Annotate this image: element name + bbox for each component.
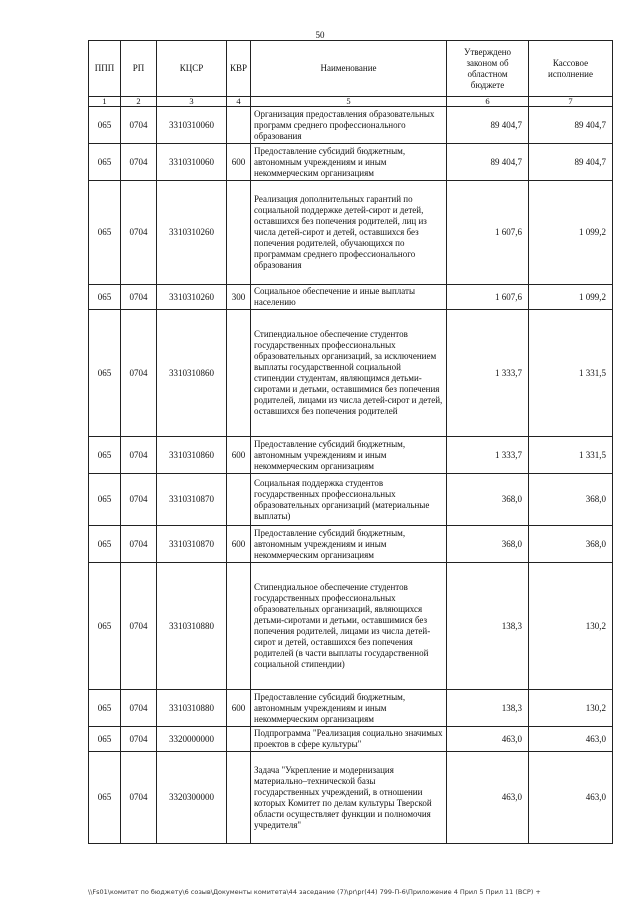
cell-kvr: 600 — [227, 437, 251, 474]
cell-approved: 1 333,7 — [447, 437, 529, 474]
cell-name: Организация предоставления образовательных программ среднего профессионального образования — [251, 107, 447, 144]
cell-cash: 463,0 — [529, 752, 613, 844]
cell-kcsr: 3310310870 — [157, 474, 227, 526]
cell-rp: 0704 — [121, 752, 157, 844]
cell-kvr: 300 — [227, 285, 251, 310]
cell-ppp: 065 — [89, 526, 121, 563]
cell-cash: 1 331,5 — [529, 310, 613, 437]
column-index: 4 — [227, 97, 251, 107]
cell-approved: 1 607,6 — [447, 285, 529, 310]
cell-cash: 89 404,7 — [529, 107, 613, 144]
cell-kcsr: 3310310060 — [157, 107, 227, 144]
column-index: 7 — [529, 97, 613, 107]
cell-name: Подпрограмма "Реализация социально значимых проектов в сфере культуры" — [251, 727, 447, 752]
cell-name: Предоставление субсидий бюджетным, автономным учреждениям и иным некоммерческим организациям — [251, 526, 447, 563]
cell-approved: 138,3 — [447, 563, 529, 690]
cell-ppp: 065 — [89, 181, 121, 285]
table-row — [89, 752, 613, 844]
cell-name: Реализация дополнительных гарантий по социальной поддержке детей-сирот и детей, оставшихся без попечения родителей, лиц из числа детей-сирот и детей, оставшихся без попечения родителей, обучающихся по программам среднего профессионального образования — [251, 181, 447, 285]
cell-kvr — [227, 310, 251, 437]
cell-ppp: 065 — [89, 285, 121, 310]
table-row — [89, 285, 613, 310]
cell-cash: 89 404,7 — [529, 144, 613, 181]
column-index: 2 — [121, 97, 157, 107]
cell-approved: 368,0 — [447, 526, 529, 563]
cell-kvr — [227, 107, 251, 144]
cell-approved: 463,0 — [447, 727, 529, 752]
cell-rp: 0704 — [121, 526, 157, 563]
cell-cash: 368,0 — [529, 474, 613, 526]
cell-kcsr: 3310310880 — [157, 563, 227, 690]
cell-cash: 1 099,2 — [529, 285, 613, 310]
cell-ppp: 065 — [89, 563, 121, 690]
cell-ppp: 065 — [89, 752, 121, 844]
cell-cash: 1 099,2 — [529, 181, 613, 285]
cell-name: Задача "Укрепление и модернизация материально–технической базы государственных учреждений, в отношении которых Комитет по делам культуры Тверской области осуществляет функции и полномочия учредителя" — [251, 752, 447, 844]
cell-ppp: 065 — [89, 437, 121, 474]
cell-kvr — [227, 727, 251, 752]
header-kvr: КВР — [227, 41, 251, 97]
cell-rp: 0704 — [121, 474, 157, 526]
cell-approved: 138,3 — [447, 690, 529, 727]
cell-rp: 0704 — [121, 437, 157, 474]
cell-rp: 0704 — [121, 144, 157, 181]
column-index-row — [89, 97, 613, 107]
cell-name: Стипендиальное обеспечение студентов государственных профессиональных образовательных организаций, за исключением выплаты государственной социальной стипендии студентам, являющимся детьми-сиротами и детьми, оставшимися без попечения родителей, лицами из числа детей-сирот и детей, оставшихся без попечения родителей — [251, 310, 447, 437]
cell-rp: 0704 — [121, 563, 157, 690]
cell-kvr — [227, 563, 251, 690]
column-index: 3 — [157, 97, 227, 107]
cell-kvr — [227, 752, 251, 844]
header-row — [89, 41, 613, 97]
cell-ppp: 065 — [89, 144, 121, 181]
header-approved: Утверждено законом об областном бюджете — [447, 41, 529, 97]
cell-ppp: 065 — [89, 690, 121, 727]
table-row — [89, 310, 613, 437]
cell-cash: 130,2 — [529, 690, 613, 727]
table-row — [89, 563, 613, 690]
cell-rp: 0704 — [121, 727, 157, 752]
cell-approved: 1 333,7 — [447, 310, 529, 437]
cell-kcsr: 3310310060 — [157, 144, 227, 181]
cell-ppp: 065 — [89, 107, 121, 144]
cell-rp: 0704 — [121, 107, 157, 144]
table-row — [89, 144, 613, 181]
cell-approved: 89 404,7 — [447, 144, 529, 181]
cell-ppp: 065 — [89, 310, 121, 437]
cell-name: Предоставление субсидий бюджетным, автономным учреждениям и иным некоммерческим организациям — [251, 144, 447, 181]
cell-approved: 89 404,7 — [447, 107, 529, 144]
header-kcsr: КЦСР — [157, 41, 227, 97]
cell-rp: 0704 — [121, 310, 157, 437]
cell-approved: 368,0 — [447, 474, 529, 526]
header-cash: Кассовое исполнение — [529, 41, 613, 97]
cell-name: Предоставление субсидий бюджетным, автономным учреждениям и иным некоммерческим организациям — [251, 690, 447, 727]
cell-cash: 1 331,5 — [529, 437, 613, 474]
cell-kcsr: 3310310880 — [157, 690, 227, 727]
table-row — [89, 437, 613, 474]
cell-kcsr: 3310310860 — [157, 437, 227, 474]
column-index: 5 — [251, 97, 447, 107]
cell-name: Стипендиальное обеспечение студентов государственных профессиональных образовательных организаций, являющихся детьми-сиротами и детьми, оставшимися без попечения родителей, лицами из числа детей-сирот и детей, оставшихся без попечения родителей (в части выплаты государственной социальной стипендии) — [251, 563, 447, 690]
cell-kcsr: 3310310860 — [157, 310, 227, 437]
table-row — [89, 727, 613, 752]
cell-ppp: 065 — [89, 474, 121, 526]
cell-kvr — [227, 181, 251, 285]
cell-cash: 130,2 — [529, 563, 613, 690]
header-rp: РП — [121, 41, 157, 97]
header-ppp: ППП — [89, 41, 121, 97]
cell-ppp: 065 — [89, 727, 121, 752]
cell-approved: 463,0 — [447, 752, 529, 844]
table-row — [89, 526, 613, 563]
column-index: 6 — [447, 97, 529, 107]
cell-name: Социальная поддержка студентов государственных профессиональных образовательных организаций (материальные выплаты) — [251, 474, 447, 526]
cell-rp: 0704 — [121, 285, 157, 310]
table-row — [89, 107, 613, 144]
cell-kcsr: 3310310870 — [157, 526, 227, 563]
table-row — [89, 474, 613, 526]
cell-approved: 1 607,6 — [447, 181, 529, 285]
cell-kvr: 600 — [227, 526, 251, 563]
cell-name: Социальное обеспечение и иные выплаты населению — [251, 285, 447, 310]
cell-kvr: 600 — [227, 690, 251, 727]
cell-kcsr: 3320300000 — [157, 752, 227, 844]
table-row — [89, 690, 613, 727]
cell-kcsr: 3310310260 — [157, 181, 227, 285]
header-name: Наименование — [251, 41, 447, 97]
page-number: 50 — [315, 30, 325, 40]
budget-table — [88, 40, 613, 844]
cell-name: Предоставление субсидий бюджетным, автономным учреждениям и иным некоммерческим организациям — [251, 437, 447, 474]
cell-cash: 463,0 — [529, 727, 613, 752]
cell-rp: 0704 — [121, 690, 157, 727]
cell-kcsr: 3310310260 — [157, 285, 227, 310]
cell-cash: 368,0 — [529, 526, 613, 563]
cell-kvr — [227, 474, 251, 526]
column-index: 1 — [89, 97, 121, 107]
cell-kvr: 600 — [227, 144, 251, 181]
table-row — [89, 181, 613, 285]
file-path-footer: \\Fs01\комитет по бюджету\6 созыв\Документы комитета\44 заседание (7)\pr\pr(44) 799-П-6\Приложение 4 Прил 5 Прил 11 (ВСР) + — [88, 888, 541, 896]
cell-kcsr: 3320000000 — [157, 727, 227, 752]
cell-rp: 0704 — [121, 181, 157, 285]
